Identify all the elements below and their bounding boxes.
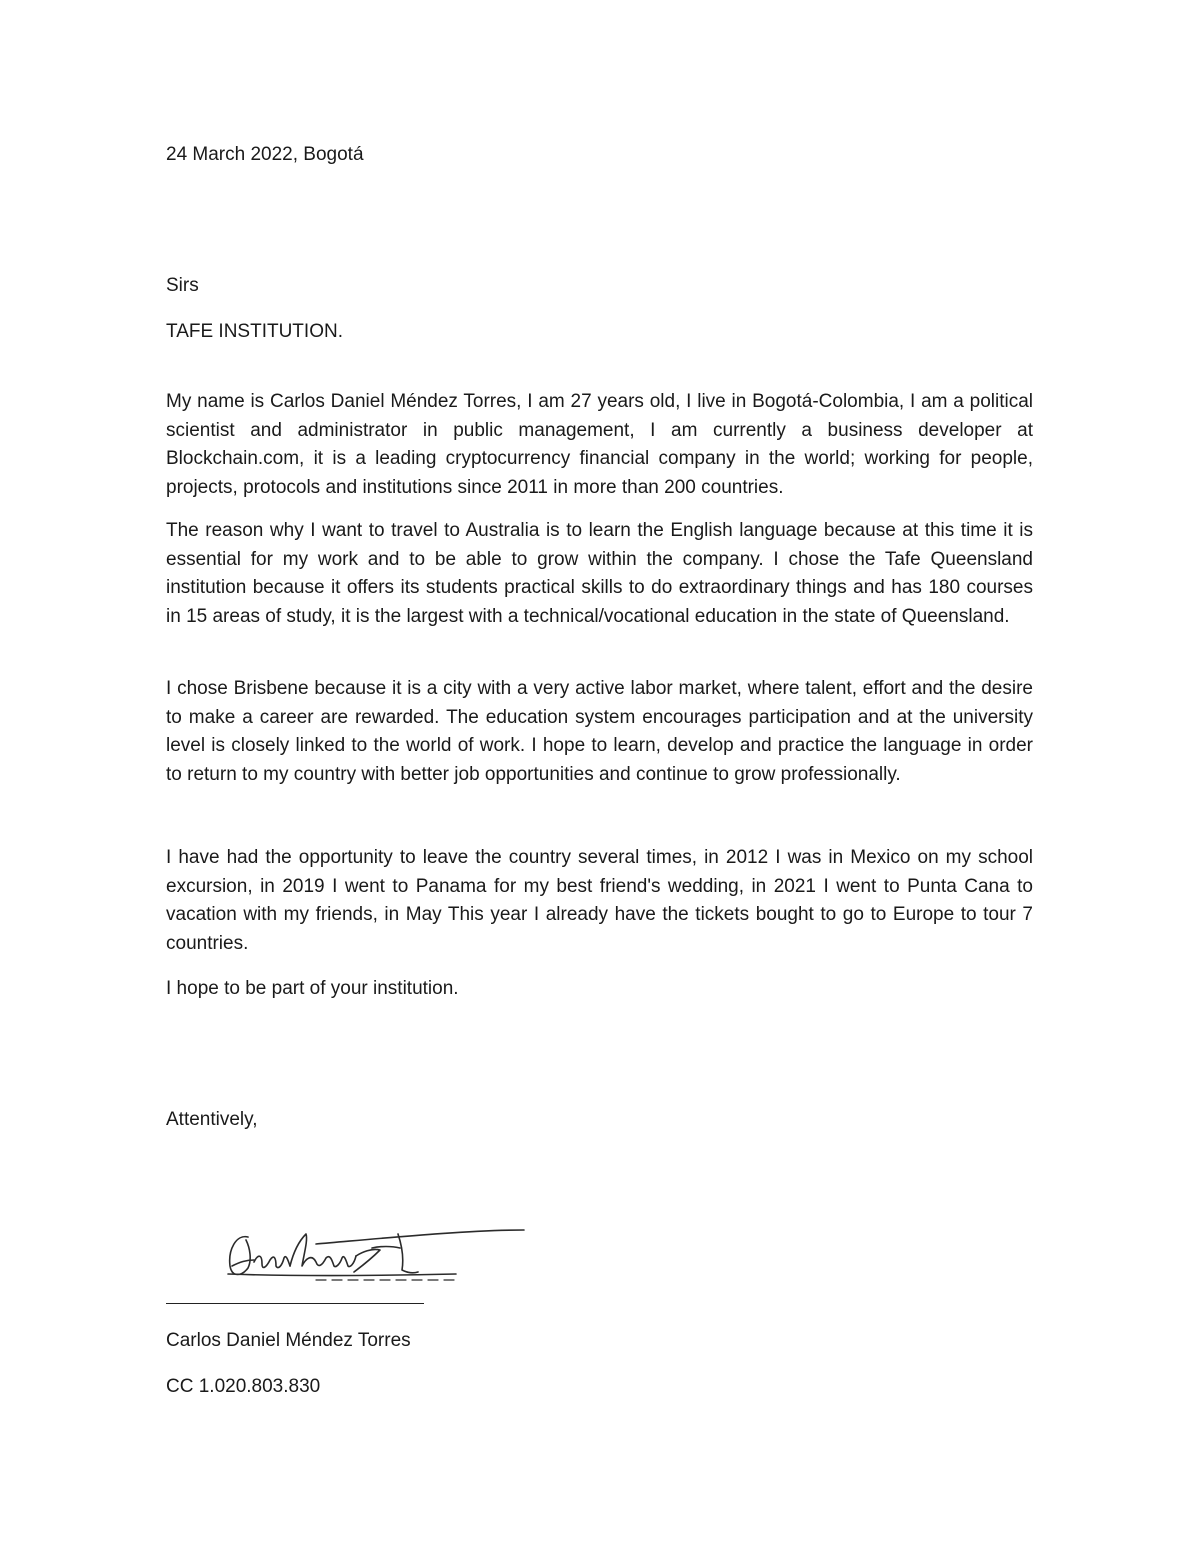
salutation: Sirs xyxy=(166,275,199,296)
closing: Attentively, xyxy=(166,1109,258,1130)
signer-name: Carlos Daniel Méndez Torres xyxy=(166,1330,411,1351)
signer-id: CC 1.020.803.830 xyxy=(166,1376,321,1397)
date-place: 24 March 2022, Bogotá xyxy=(166,144,364,165)
paragraph-travel: I have had the opportunity to leave the country several times, in 2012 I was in Mexico on my school excursion, in 2019 I went to Panama for my best friend's wedding, in 2021 I went to Punta Cana to vacation with my friends, in May This year I already have the tickets bought to go to Europe to tour 7 countries. xyxy=(166,847,1033,954)
handwritten-signature xyxy=(166,1210,566,1290)
paragraph-brisbane: I chose Brisbene because it is a city with a very active labor market, where talent, effort and the desire to make a career are rewarded. The education system encourages participation and at the university level is closely linked to the world of work. I hope to learn, develop and practice the language in order to return to my country with better job opportunities and continue to grow professionally. xyxy=(166,678,1033,785)
paragraph-reason: The reason why I want to travel to Australia is to learn the English language because at this time it is essential for my work and to be able to grow within the company. I chose the Tafe Queensland institution because it offers its students practical skills to do extraordinary things and has 180 courses in 15 areas of study, it is the largest with a technical/vocational education in the state of Queensland. xyxy=(166,520,1033,627)
recipient: TAFE INSTITUTION. xyxy=(166,321,343,342)
paragraph-hope: I hope to be part of your institution. xyxy=(166,978,459,999)
signature-line xyxy=(166,1303,424,1304)
paragraph-intro: My name is Carlos Daniel Méndez Torres, I am 27 years old, I live in Bogotá-Colombia, I am a political scientist and administrator in public management, I am currently a business developer at Blockchain.com, it is a leading cryptocurrency financial company in the world; working for people, projects, protocols and institutions since 2011 in more than 200 countries. xyxy=(166,391,1033,498)
